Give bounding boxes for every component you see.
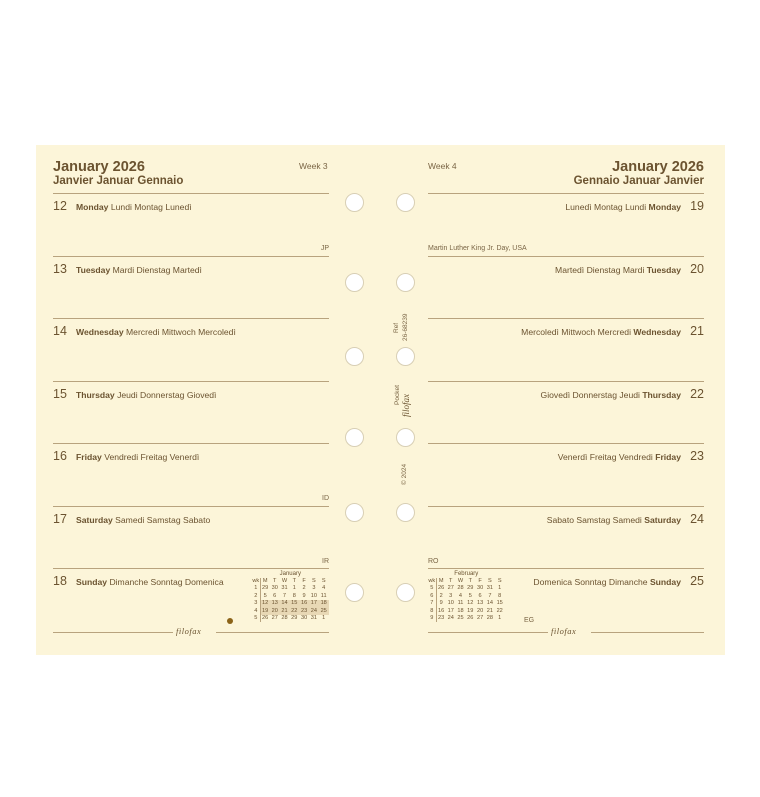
mini-calendar-week-number: 5 [428, 585, 436, 592]
mini-calendar-header: S [488, 578, 492, 584]
right-week-label: Week 4 [428, 161, 457, 171]
day-name [76, 265, 202, 275]
holiday-note: EG [524, 617, 535, 624]
mini-calendar-date: 29 [467, 585, 474, 592]
mini-calendar-date: 9 [439, 600, 443, 607]
day-row-saturday [381, 506, 725, 569]
day-number: 16 [53, 449, 67, 463]
day-row-monday [381, 193, 725, 256]
mini-calendar-header: T [468, 578, 472, 584]
day-name [555, 265, 681, 275]
holiday-note: JP [320, 245, 329, 252]
mini-calendar-date: 31 [281, 585, 288, 592]
day-rule [53, 381, 329, 382]
day-name [565, 202, 681, 212]
ring-hole [345, 583, 364, 602]
mini-calendar-date: 6 [478, 592, 482, 599]
day-name-english: Saturday [644, 514, 681, 525]
day-number: 22 [690, 386, 704, 401]
mini-calendar-date: 7 [282, 592, 287, 599]
mini-calendar-date: 30 [300, 615, 308, 622]
left-footer-rule [53, 632, 173, 633]
mini-calendar-header: W [281, 578, 288, 584]
day-rule [428, 506, 704, 507]
mini-calendar-grid [252, 578, 329, 622]
mini-calendar-date: 15 [496, 600, 503, 607]
mini-calendar-date: 27 [271, 615, 278, 622]
ring-hole [345, 428, 364, 447]
day-number: 21 [690, 324, 704, 338]
mini-calendar-date: 23 [438, 615, 445, 622]
day-name-english: Monday [76, 202, 109, 212]
spine-ref-code: 26-68239 [402, 313, 409, 341]
mini-calendar-date: 1 [292, 585, 296, 592]
day-row-sunday [36, 568, 381, 631]
mini-calendar-title: January [279, 571, 301, 577]
mini-calendar-date: 1 [498, 615, 502, 622]
day-number: 19 [690, 199, 704, 213]
mini-calendar-date: 26 [438, 585, 445, 592]
day-name-translations: Lundi Montag Lunedì [110, 202, 192, 212]
mini-calendar-date: 15 [291, 600, 298, 607]
mini-calendar-week-number: 3 [252, 600, 260, 607]
spine-ref-label: Ref [393, 322, 400, 333]
mini-calendar-date: 1 [322, 615, 326, 622]
left-week-label: Week 3 [299, 161, 328, 171]
mini-calendar-header: S [321, 578, 326, 584]
holiday-note: ID [322, 495, 329, 502]
day-name-translations: Jeudi Donnerstag Giovedì [117, 389, 217, 400]
mini-calendar-date: 17 [447, 607, 454, 614]
mini-calendar-date: 27 [476, 615, 484, 622]
day-name [76, 452, 199, 462]
mini-calendar-date: 22 [291, 607, 298, 614]
day-name-translations: Samedi Samstag Sabato [115, 514, 211, 525]
day-row-tuesday [381, 256, 725, 319]
day-name-english: Friday [655, 452, 681, 462]
mini-calendar-header: W [457, 578, 464, 584]
day-rule [428, 256, 704, 257]
mini-calendar-date: 11 [457, 600, 464, 607]
mini-calendar-date: 29 [291, 615, 298, 622]
mini-calendar-header: M [262, 578, 268, 584]
right-footer-rule-2 [591, 632, 704, 633]
mini-calendar-date: 5 [263, 592, 267, 599]
spine-filofax-logo: filofax [401, 394, 411, 417]
mini-calendar-date: 3 [312, 585, 316, 592]
day-name-translations: Lunedì Montag Lundi [565, 202, 647, 212]
mini-calendar-date: 20 [476, 607, 484, 614]
day-name-english: Sunday [76, 577, 108, 587]
day-name [76, 390, 216, 400]
mini-calendar-date: 4 [322, 585, 326, 592]
day-name-english: Tuesday [646, 264, 681, 275]
mini-calendar-date: 16 [438, 607, 445, 614]
mini-calendar-date: 2 [439, 592, 443, 599]
left-page [36, 145, 381, 655]
mini-calendar-date: 28 [486, 615, 493, 622]
day-rule [428, 568, 704, 569]
day-name [76, 515, 210, 525]
day-name [533, 577, 681, 587]
day-row-friday [381, 443, 725, 506]
mini-calendar-date: 31 [310, 615, 317, 622]
day-rule [53, 443, 329, 444]
mini-calendar-date: 17 [310, 600, 317, 607]
mini-calendar-date: 1 [498, 585, 502, 592]
mini-calendar-header: T [292, 578, 296, 584]
day-name-translations: Mercoledì Mittwoch Mercredi [521, 327, 631, 337]
mini-calendar-date: 13 [271, 600, 278, 607]
day-name-english: Friday [76, 452, 102, 462]
mini-calendar-date: 12 [260, 600, 270, 607]
mini-calendar-january [252, 571, 329, 622]
mini-calendar-date: 30 [271, 585, 278, 592]
right-month-subtitle: Gennaio Januar Janvier [573, 175, 704, 187]
mini-calendar-title: February [454, 571, 479, 577]
day-name-translations: Mardi Dienstag Martedì [112, 264, 202, 275]
ring-hole [396, 347, 415, 366]
mini-calendar-header: wk [252, 578, 260, 584]
filofax-logo: filofax [551, 626, 577, 636]
mini-calendar-date: 10 [310, 592, 317, 599]
mini-calendar-february [428, 571, 505, 622]
mini-calendar-date: 27 [447, 585, 454, 592]
spine-size-label: Pocket [394, 385, 401, 405]
mini-calendar-date: 11 [320, 592, 327, 599]
day-name-english: Thursday [642, 389, 681, 400]
mini-calendar-week-number: 9 [428, 615, 436, 622]
mini-calendar-date: 18 [320, 600, 327, 607]
mini-calendar-week-number: 2 [252, 593, 260, 600]
mini-calendar-date: 23 [300, 607, 308, 614]
mini-calendar-date: 16 [300, 600, 308, 607]
day-rule [53, 506, 329, 507]
mini-calendar-date: 22 [496, 607, 503, 614]
mini-calendar-date: 13 [476, 600, 484, 607]
mini-calendar-date: 28 [281, 615, 288, 622]
page-marker-dot [227, 618, 233, 624]
mini-calendar-date: 25 [457, 615, 464, 622]
day-row-tuesday [36, 256, 381, 319]
mini-calendar-date: 18 [457, 607, 464, 614]
day-name [547, 515, 681, 525]
ring-hole [396, 193, 415, 212]
day-row-thursday [381, 381, 725, 444]
day-name [521, 327, 681, 337]
day-row-saturday [36, 506, 381, 569]
left-month-subtitle: Janvier Januar Gennaio [53, 175, 184, 187]
mini-calendar-date: 20 [271, 607, 278, 614]
mini-calendar-date: 30 [476, 585, 484, 592]
mini-calendar-date: 31 [486, 585, 493, 592]
day-name-english: Saturday [76, 514, 113, 525]
day-row-monday [36, 193, 381, 256]
ring-hole [345, 503, 364, 522]
mini-calendar-date: 14 [486, 600, 493, 607]
mini-calendar-header: M [438, 578, 444, 584]
mini-calendar-date: 4 [458, 592, 463, 599]
mini-calendar-header: F [302, 578, 306, 584]
ring-hole [396, 583, 415, 602]
day-name [76, 202, 192, 212]
mini-calendar-header: S [497, 578, 502, 584]
mini-calendar-week-number: 4 [252, 608, 260, 615]
mini-calendar-date: 6 [273, 592, 277, 599]
day-number: 13 [53, 261, 67, 276]
ring-hole [396, 503, 415, 522]
mini-calendar-grid [428, 578, 505, 622]
day-name-translations: Dimanche Sonntag Domenica [109, 577, 224, 587]
day-number: 23 [690, 449, 704, 463]
mini-calendar-date: 8 [498, 592, 502, 599]
day-name-english: Monday [648, 202, 681, 212]
day-rule [428, 318, 704, 319]
right-month-title: January 2026 [612, 159, 704, 175]
mini-calendar-date: 19 [467, 607, 474, 614]
day-rule [53, 256, 329, 257]
left-footer-rule-2 [216, 632, 329, 633]
day-name-english: Wednesday [633, 327, 681, 337]
mini-calendar-date: 24 [447, 615, 454, 622]
mini-calendar-date: 24 [310, 607, 317, 614]
day-row-thursday [36, 381, 381, 444]
day-name-translations: Martedì Dienstag Mardi [555, 264, 645, 275]
mini-calendar-date: 14 [281, 600, 288, 607]
filofax-logo: filofax [176, 626, 202, 636]
mini-calendar-date: 21 [281, 607, 288, 614]
day-name-translations: Mercredi Mittwoch Mercoledì [126, 327, 236, 337]
day-name-translations: Giovedì Donnerstag Jeudi [540, 389, 640, 400]
mini-calendar-date: 3 [449, 592, 453, 599]
ring-hole [345, 273, 364, 292]
day-rule [53, 568, 329, 569]
day-number: 24 [690, 511, 704, 526]
mini-calendar-date: 8 [292, 592, 296, 599]
mini-calendar-date: 7 [488, 592, 492, 599]
day-name-english: Sunday [649, 577, 681, 587]
day-number: 12 [53, 199, 67, 213]
mini-calendar-date: 10 [447, 600, 454, 607]
day-number: 15 [53, 386, 67, 401]
ring-hole [396, 428, 415, 447]
day-name-english: Thursday [76, 389, 115, 400]
day-number: 17 [53, 511, 67, 526]
right-page [381, 145, 725, 655]
mini-calendar-date: 19 [260, 608, 270, 615]
mini-calendar-date: 25 [320, 607, 327, 614]
holiday-note: IR [322, 557, 329, 565]
right-footer-rule [428, 632, 548, 633]
day-rule [428, 443, 704, 444]
day-name [558, 452, 681, 462]
mini-calendar-header: S [312, 578, 316, 584]
spine-copyright: © 2024 [401, 463, 408, 485]
day-row-wednesday [381, 318, 725, 381]
day-number: 20 [690, 261, 704, 276]
ring-hole [345, 193, 364, 212]
day-number: 18 [53, 574, 67, 588]
mini-calendar-date: 12 [467, 600, 474, 607]
day-number: 25 [690, 574, 704, 588]
day-name-translations: Domenica Sonntag Dimanche [533, 577, 648, 587]
mini-calendar-week-number: 6 [428, 593, 436, 600]
mini-calendar-date: 9 [302, 592, 306, 599]
day-name [76, 577, 224, 587]
ring-hole [345, 347, 364, 366]
day-name-english: Wednesday [76, 327, 124, 337]
ring-hole [396, 273, 415, 292]
mini-calendar-week-number: 1 [252, 585, 260, 592]
day-name-translations: Vendredi Freitag Venerdì [104, 452, 200, 462]
day-row-friday [36, 443, 381, 506]
mini-calendar-date: 26 [467, 615, 474, 622]
mini-calendar-week-number: 8 [428, 608, 436, 615]
mini-calendar-header: wk [428, 578, 436, 584]
mini-calendar-date: 29 [262, 585, 269, 592]
mini-calendar-header: T [448, 578, 453, 584]
day-name-translations: Venerdì Freitag Vendredi [557, 452, 653, 462]
mini-calendar-date: 26 [262, 615, 269, 622]
day-number: 14 [53, 324, 67, 338]
left-month-title: January 2026 [53, 159, 145, 175]
day-name-english: Tuesday [76, 264, 111, 275]
mini-calendar-date: 5 [468, 592, 472, 599]
day-name [76, 327, 236, 337]
day-rule [428, 381, 704, 382]
day-rule [53, 318, 329, 319]
mini-calendar-header: T [272, 578, 277, 584]
holiday-note: RO [428, 557, 439, 565]
mini-calendar-date: 21 [486, 607, 493, 614]
day-row-wednesday [36, 318, 381, 381]
mini-calendar-week-number: 7 [428, 600, 436, 607]
day-name-translations: Sabato Samstag Samedi [546, 514, 642, 525]
mini-calendar-week-number: 5 [252, 615, 260, 622]
day-name [541, 390, 681, 400]
mini-calendar-header: F [478, 578, 482, 584]
mini-calendar-date: 2 [302, 585, 306, 592]
holiday-note: Martin Luther King Jr. Day, USA [428, 245, 527, 252]
mini-calendar-date: 28 [457, 585, 464, 592]
